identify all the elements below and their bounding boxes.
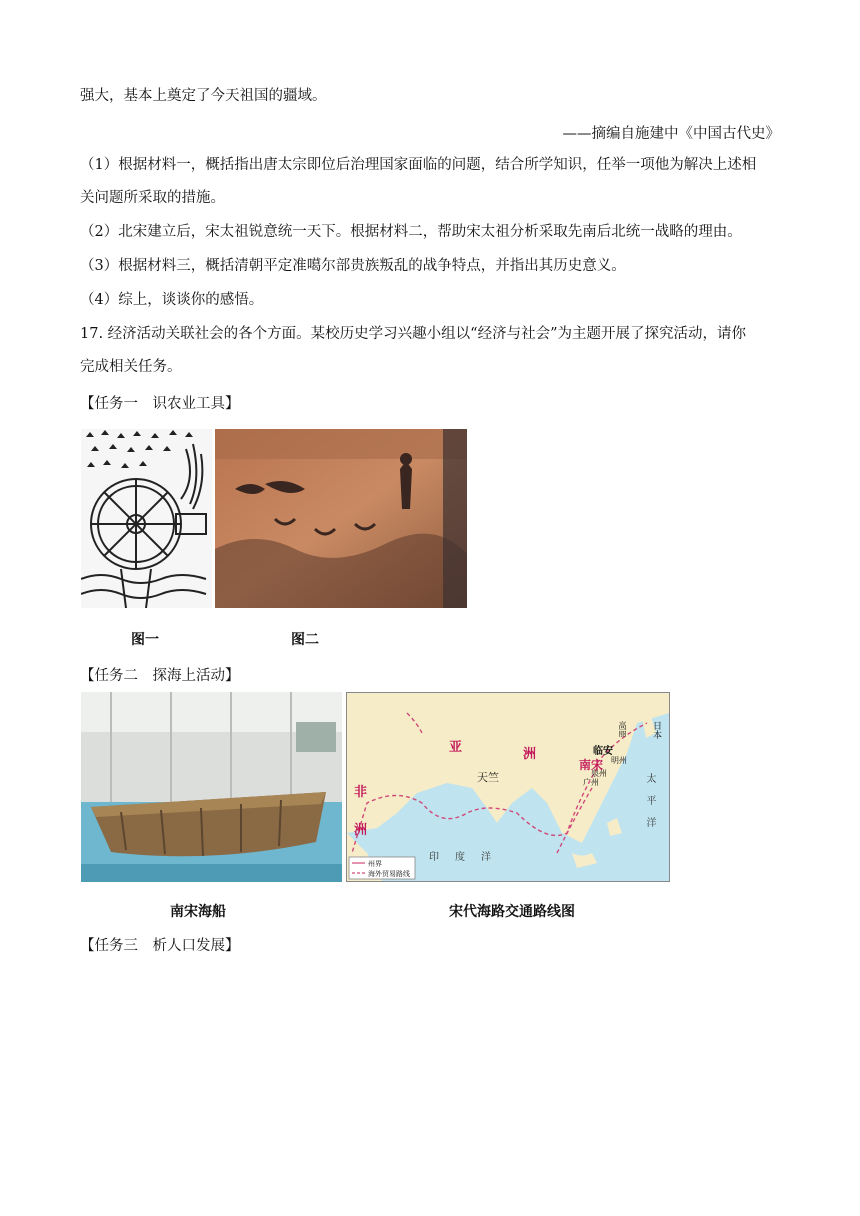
task-2-heading: 【任务二 探海上活动】 (80, 668, 240, 684)
question-2: （2）北宋建立后，宋太祖锐意统一天下。根据材料二，帮助宋太祖分析采取先南后北统一战略的理由。 (80, 224, 742, 240)
map-label-africa-1: 非 (354, 785, 368, 800)
question-3: （3）根据材料三，概括清朝平定准噶尔部贵族叛乱的战争特点，并指出其历史意义。 (80, 258, 626, 274)
question-1b: 关问题所采取的措施。 (80, 190, 225, 206)
map-label-indian-ocean: 印度洋 (429, 852, 507, 863)
southern-song-ship-photo (81, 692, 342, 882)
caption-figure-2: 图二 (291, 631, 319, 647)
map-label-guangzhou: 广州 (583, 778, 599, 787)
text-line-1: 强大，基本上奠定了今天祖国的疆域。 (80, 88, 327, 104)
task-3-heading: 【任务三 析人口发展】 (80, 938, 240, 954)
map-label-linan: 临安 (593, 746, 613, 757)
question-1a: （1）根据材料一，概括指出唐太宗即位后治理国家面临的问题，结合所学知识，任举一项他为解决上述相 (80, 157, 757, 173)
map-label-mingzhou: 明州 (611, 756, 627, 765)
map-label-africa-2: 洲 (354, 823, 368, 838)
source-citation: ——摘编自施建中《中国古代史》 (562, 126, 780, 142)
map-label-pacific: 太平洋 (644, 773, 655, 839)
map-legend-1: 州界 (368, 860, 382, 868)
map-label-nansong: 南宋 (579, 758, 604, 772)
caption-figure-1: 图一 (131, 631, 159, 647)
map-label-tianzhu: 天竺 (477, 771, 499, 784)
map-label-riben: 日本 (651, 721, 661, 739)
figure-1-waterwheel (81, 429, 212, 608)
map-label-asia-1: 亚 (449, 740, 463, 755)
song-maritime-route-map (346, 692, 670, 882)
question-17a: 17. 经济活动关联社会的各个方面。某校历史学习兴趣小组以“经济与社会”为主题开展了探究活动，请你 (80, 326, 746, 342)
map-label-gaoli: 高丽 (618, 721, 627, 737)
map-legend-2: 海外贸易路线 (368, 870, 410, 878)
caption-ship: 南宋海船 (170, 903, 226, 919)
map-label-quanzhou: 泉州 (591, 769, 607, 778)
figure-2-mural (215, 429, 467, 608)
task-1-heading: 【任务一 识农业工具】 (80, 396, 240, 412)
question-17b: 完成相关任务。 (80, 359, 182, 375)
map-label-asia-2: 洲 (523, 747, 537, 762)
question-4: （4）综上，谈谈你的感悟。 (80, 292, 264, 308)
caption-map: 宋代海路交通路线图 (449, 903, 575, 919)
